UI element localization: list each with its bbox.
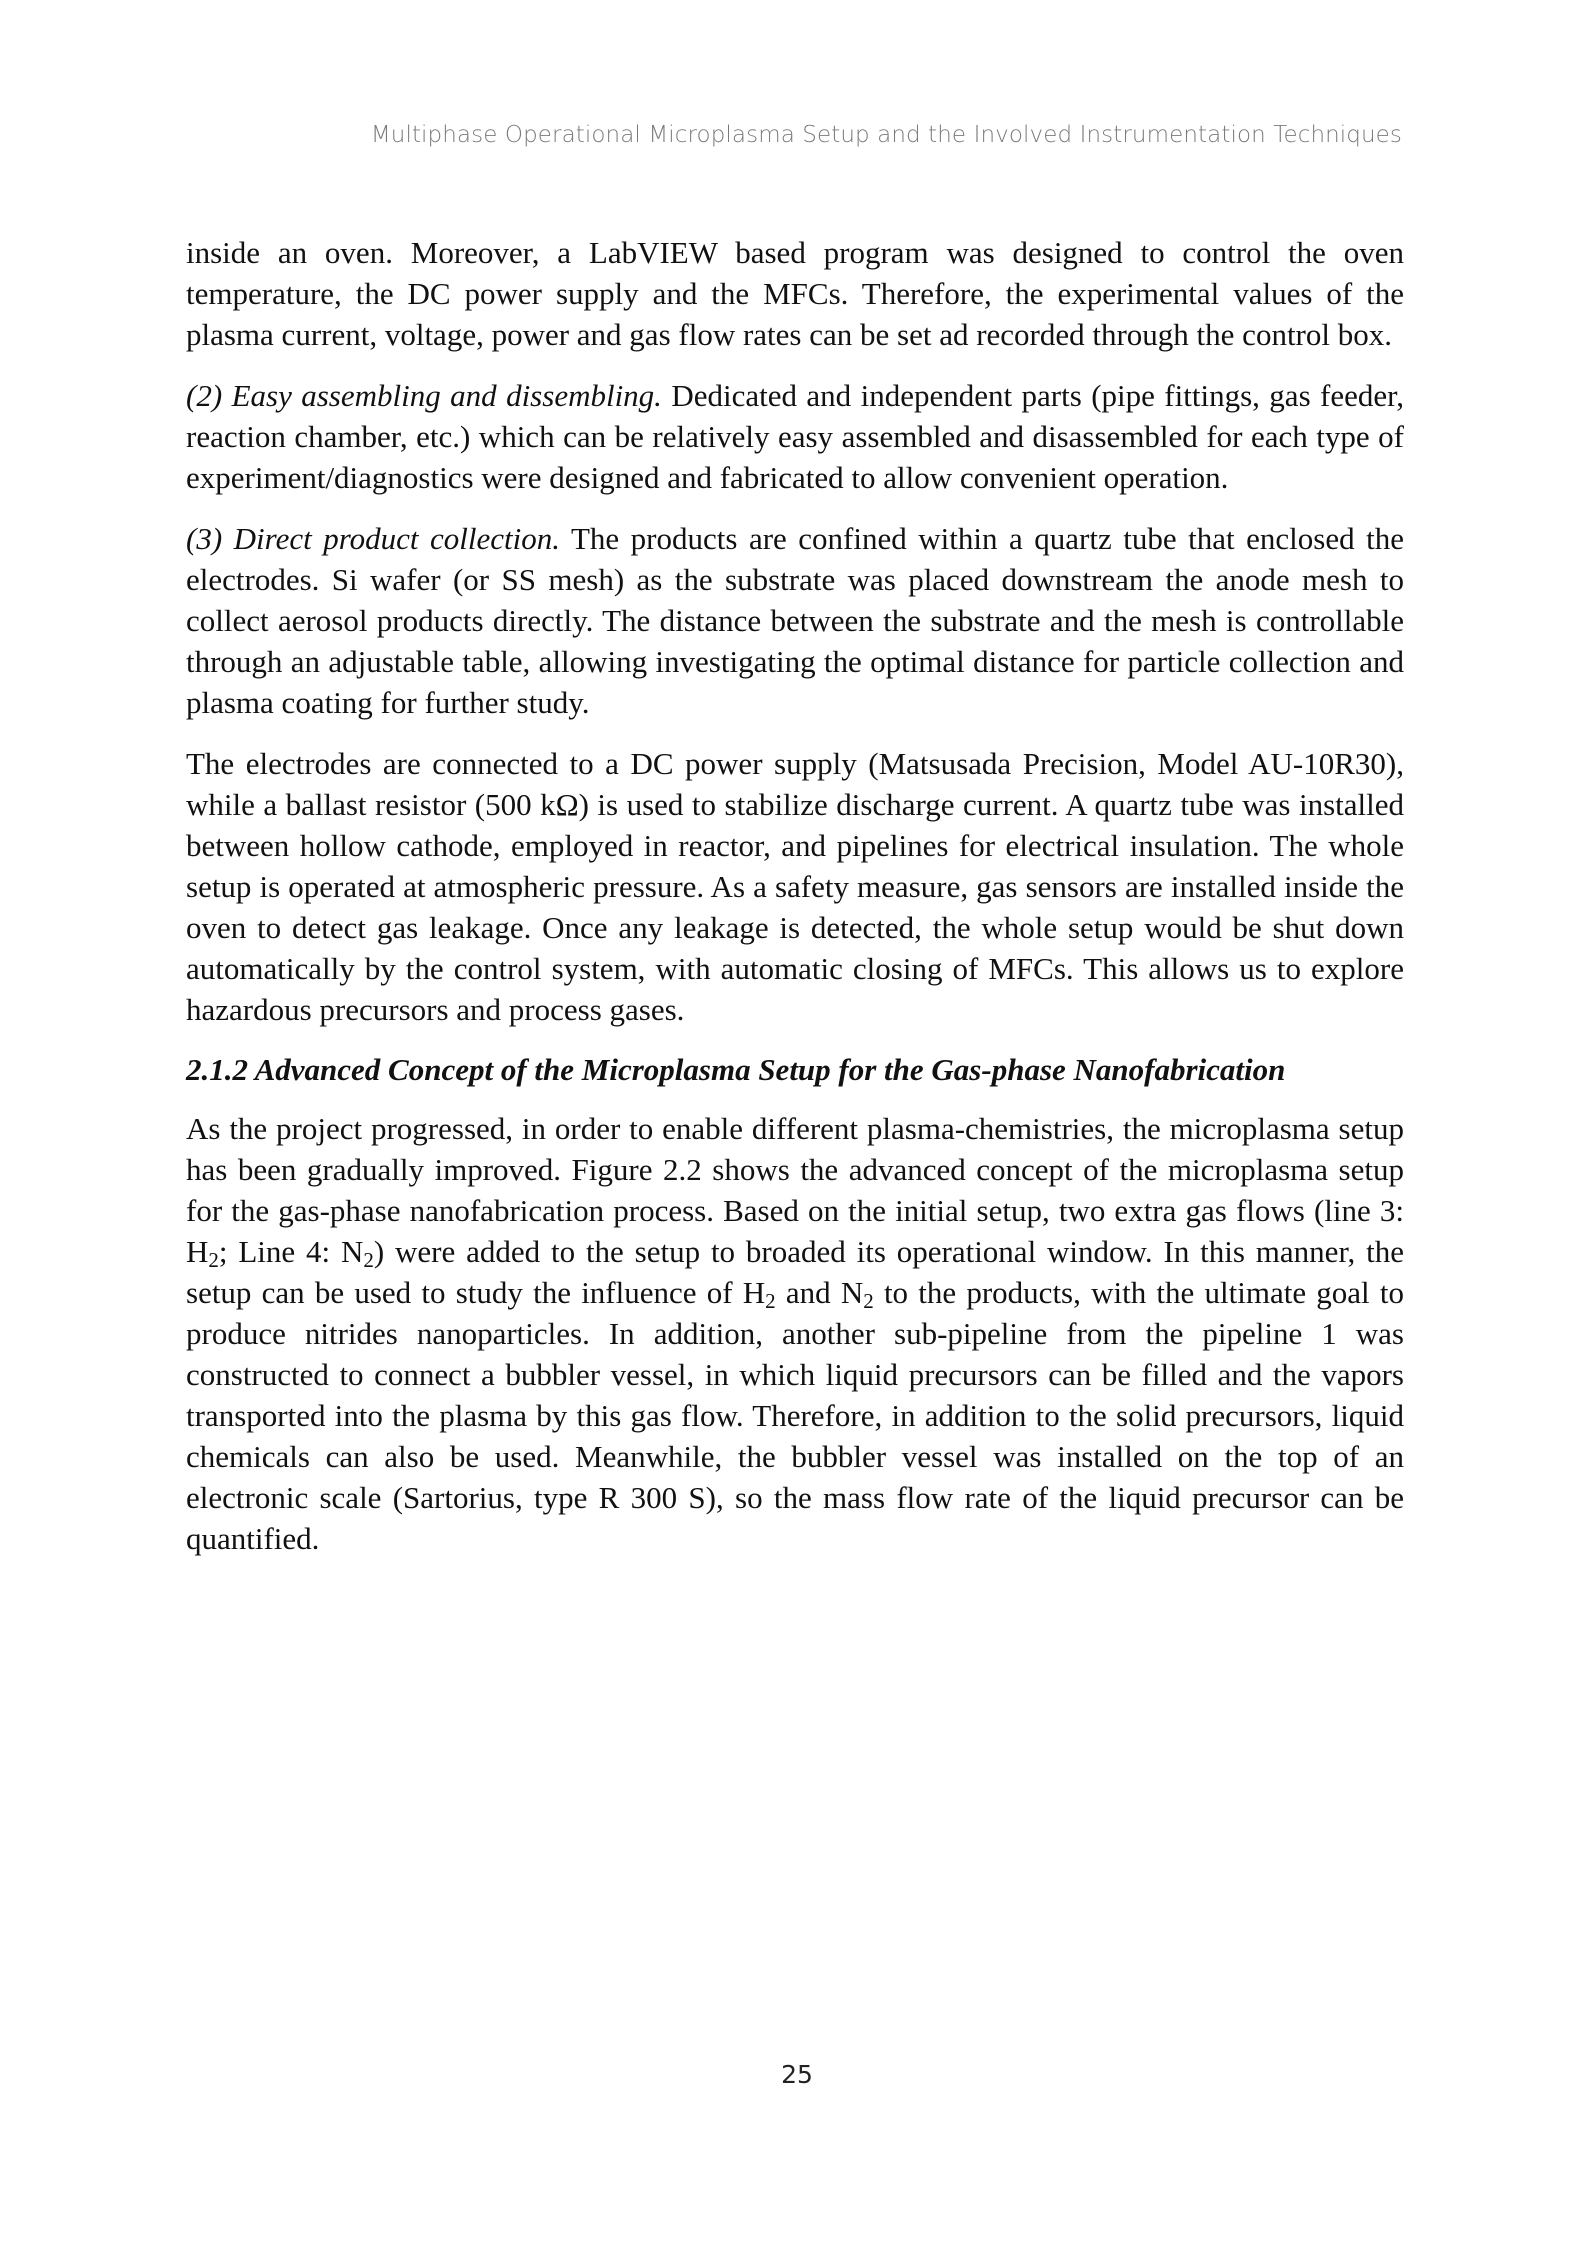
text-run: ) were added to the setup to broaded its operational window. In this manner, the setup can be used to study the influence of H: [186, 1234, 1404, 1310]
paragraph-easy-assembling: [186, 375, 1404, 498]
paragraph-lead: (3) Direct product collection.: [186, 521, 560, 556]
page-number: 25: [781, 2060, 813, 2089]
subscript: 2: [765, 1289, 776, 1313]
section-heading: 2.1.2 Advanced Concept of the Microplasma Setup for the Gas-phase Nanofabrication: [186, 1052, 1286, 1087]
paragraph-electrodes: The electrodes are connected to a DC power supply (Matsusada Precision, Model AU-10R30), while a ballast resistor (500 kΩ) is used to stabilize discharge current. A quartz tube was installed between hollow cathode, employed in reactor, and pipelines for electrical insulation. The whole setup is operated at atmospheric pressure. As a safety measure, gas sensors are installed inside the oven to detect gas leakage. Once any leakage is detected, the whole setup would be shut down automatically by the control system, with automatic closing of MFCs. This allows us to explore hazardous precursors and process gases.: [186, 746, 1404, 1027]
paragraph-body: Dedicated and independent parts (pipe fittings, gas feeder, reaction chamber, etc.) which can be relatively easy assembled and disassembled for each type of experiment/diagnostics were designed and fabricated to allow convenient operation.: [186, 378, 1404, 495]
subscript: 2: [863, 1289, 874, 1313]
paragraph-body: The products are confined within a quartz tube that enclosed the electrodes. Si wafer (or SS mesh) as the substrate was placed downstream the anode mesh to collect aerosol products directly. The distance between the substrate and the mesh is controllable through an adjustable table, allowing investigating the optimal distance for particle collection and plasma coating for further study.: [186, 521, 1404, 720]
paragraph-advanced-concept: [186, 1108, 1404, 1559]
paragraph-oven-control: inside an oven. Moreover, a LabVIEW based program was designed to control the oven temperature, the DC power supply and the MFCs. Therefore, the experimental values of the plasma current, voltage, power and gas flow rates can be set ad recorded through the control box.: [186, 235, 1404, 352]
text-run: As the project progressed, in order to enable different plasma-chemistries, the microplasma setup has been gradually improved. Figure 2.2 shows the advanced concept of the microplasma setup for the gas-phase nanofabrication process. Based on the initial setup, two extra gas flows (line 3: H: [186, 1111, 1404, 1269]
text-run: and N: [775, 1275, 864, 1310]
subscript: 2: [208, 1248, 219, 1272]
paragraph-direct-collection: [186, 518, 1404, 723]
text-run: ; Line 4: N: [218, 1234, 364, 1269]
paragraph-lead: (2) Easy assembling and dissembling.: [186, 378, 662, 413]
text-run: to the products, with the ultimate goal to produce nitrides nanoparticles. In addition, another sub-pipeline from the pipeline 1 was constructed to connect a bubbler vessel, in which liquid precursors can be filled and the vapors transported into the plasma by this gas flow. Therefore, in addition to the solid precursors, liquid chemicals can also be used. Meanwhile, the bubbler vessel was installed on the top of an electronic scale (Sartorius, type R 300 S), so the mass flow rate of the liquid precursor can be quantified.: [186, 1275, 1404, 1556]
subscript: 2: [363, 1248, 374, 1272]
running-header: Multiphase Operational Microplasma Setup and the Involved Instrumentation Techniques: [370, 122, 1402, 148]
body-text: [186, 232, 1404, 1579]
